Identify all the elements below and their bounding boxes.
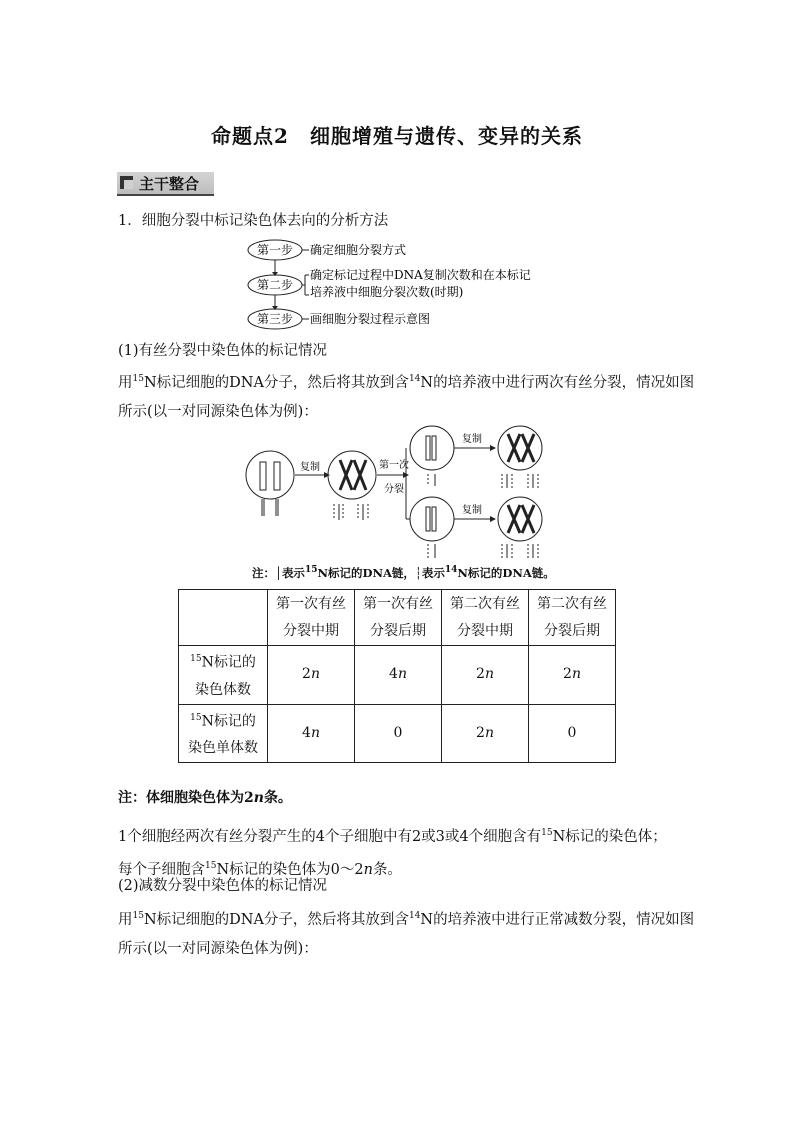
row-label-chromatid: $^{15}$N标记的 染色单体数 xyxy=(179,704,268,763)
label-replicate-2: 复制 xyxy=(462,434,482,445)
table-corner-cell xyxy=(179,590,268,646)
table-header-cell: 第二次有丝 分裂中期 xyxy=(442,590,529,646)
section-tag xyxy=(117,172,214,196)
solid-strand-icon: │ xyxy=(275,566,282,580)
flow-step-1-text: 确定细胞分裂方式 xyxy=(310,243,407,257)
flow-step-3-box: 第三步 xyxy=(256,312,294,326)
table-cell: 0 xyxy=(529,704,616,763)
label-replicate-1: 复制 xyxy=(300,462,320,473)
label-first-div-2: 分裂 xyxy=(384,484,404,495)
subheading-meiosis: (2)减数分裂中染色体的标记情况 xyxy=(118,878,328,894)
row-label-chromosome: $^{15}$N标记的 染色体数 xyxy=(179,646,268,705)
flow-step-1 xyxy=(248,240,406,260)
table-cell: 2n xyxy=(529,646,616,705)
mitosis-paragraph: 用$^{15}$N标记细胞的DNA分子，然后将其放到含$^{14}$N的培养液中进行两次有丝分裂，情况如图 所示(以一对同源染色体为例)： xyxy=(118,374,695,420)
section-marker-icon xyxy=(120,176,133,189)
flow-step-2-text-1: 确定标记过程中DNA复制次数和在本标记 xyxy=(310,268,531,282)
table-header-row xyxy=(179,590,616,646)
subheading-mitosis: (1)有丝分裂中染色体的标记情况 xyxy=(118,343,328,359)
table-cell: 4n xyxy=(355,646,442,705)
flow-step-2-box: 第二步 xyxy=(256,278,294,292)
labeling-table xyxy=(178,589,616,763)
mitosis-labeling-diagram xyxy=(240,424,560,562)
table-cell: 0 xyxy=(355,704,442,763)
page-title: 命题点2 细胞增殖与遗传、变异的关系 xyxy=(211,124,583,148)
daughter-cell-bottom xyxy=(410,497,454,558)
table-header-cell: 第一次有丝 分裂后期 xyxy=(355,590,442,646)
meiosis-paragraph: 用$^{15}$N标记细胞的DNA分子，然后将其放到含$^{14}$N的培养液中进行正常减数分裂，情况如图 所示(以一对同源染色体为例)： xyxy=(118,911,695,957)
flow-step-2-text-2: 培养液中细胞分裂次数(时期) xyxy=(310,285,464,299)
table-header-cell: 第一次有丝 分裂中期 xyxy=(268,590,355,646)
section-tag-label: 主干整合 xyxy=(139,175,200,193)
analysis-flow-chart xyxy=(245,238,565,334)
table-header-cell: 第二次有丝 分裂后期 xyxy=(529,590,616,646)
flow-step-2 xyxy=(248,267,531,299)
table-cell: 2n xyxy=(442,646,529,705)
flow-step-1-box: 第一步 xyxy=(256,243,294,257)
flow-step-3-text: 画细胞分裂过程示意图 xyxy=(310,312,431,326)
flow-step-3 xyxy=(248,309,430,329)
daughter-cell-top xyxy=(410,426,454,486)
second-metaphase-top xyxy=(498,426,542,488)
label-replicate-3: 复制 xyxy=(462,505,482,516)
table-cell: 2n xyxy=(442,704,529,763)
diagram-legend-note: 注：│表示$^{15}$N标记的DNA链，┆表示$^{14}$N标记的DNA链。 xyxy=(252,565,555,580)
table-row xyxy=(179,646,616,705)
table-cell: 4n xyxy=(268,704,355,763)
dashed-strand-icon: ┆ xyxy=(414,566,422,580)
table-row xyxy=(179,704,616,763)
parent-cell xyxy=(246,451,294,516)
daughter-cell-paragraph: 1个细胞经两次有丝分裂产生的4个子细胞中有2或3或4个细胞含有$^{15}$N标记的染色体； 每个子细胞含$^{15}$N标记的染色体为0～2n条。 xyxy=(118,828,667,878)
second-metaphase-bottom xyxy=(498,497,542,558)
heading-1: 1．细胞分裂中标记染色体去向的分析方法 xyxy=(118,213,389,229)
metaphase-cell xyxy=(328,451,376,520)
somatic-cell-note: 注：体细胞染色体为2n条。 xyxy=(118,790,292,806)
label-first-div-1: 第一次 xyxy=(379,460,409,471)
table-cell: 2n xyxy=(268,646,355,705)
